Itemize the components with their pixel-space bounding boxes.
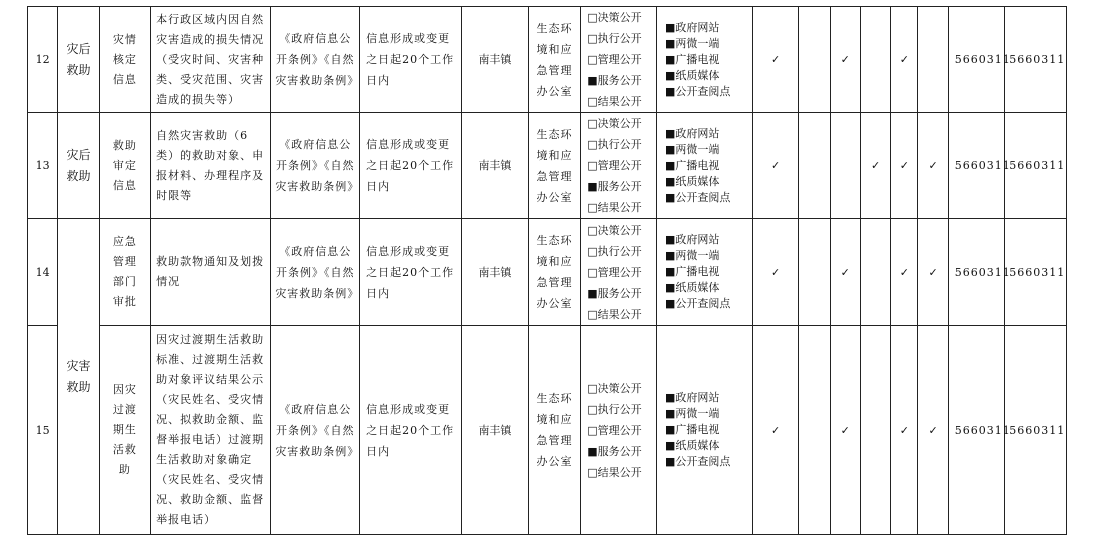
check-icon: ✓ — [891, 113, 918, 219]
option-execution: □执行公开 — [587, 32, 642, 45]
channel-print: ■纸质媒体 — [664, 281, 720, 294]
channel-weibo-wechat: ■两微一端 — [664, 142, 720, 156]
check-icon: ✓ — [830, 7, 860, 113]
disclosure-channels — [656, 326, 752, 535]
disclosure-channels — [656, 7, 752, 113]
option-decision: □决策公开 — [587, 381, 642, 395]
channel-broadcast: ■广播电视 — [664, 423, 720, 436]
channel-reading-point: ■公开查阅点 — [664, 190, 731, 204]
check-cell — [799, 219, 830, 326]
channel-website: ■政府网站 — [664, 20, 720, 34]
row-number: 12 — [28, 7, 58, 113]
supervision-phone: 5660311 — [1005, 113, 1067, 219]
row-number: 14 — [28, 219, 58, 326]
channel-print: ■纸质媒体 — [664, 68, 720, 82]
option-execution: □执行公开 — [587, 138, 642, 151]
disclosure-time-limit: 信息形成或变更之日起20个工作日内 — [360, 326, 462, 535]
category-level1: 灾害救助 — [58, 219, 99, 535]
check-icon: ✓ — [752, 7, 798, 113]
check-icon: ✓ — [918, 326, 948, 535]
disclosure-content: 因灾过渡期生活救助标准、过渡期生活救助对象评议结果公示（灾民姓名、受灾情况、拟救助金额、监督举报电话）过渡期生活救助对象确定（灾民姓名、受灾情况、救助金额、监督举报电话） — [151, 326, 271, 535]
row-number: 15 — [28, 326, 58, 535]
channel-broadcast: ■广播电视 — [664, 52, 720, 66]
disclosure-type-options — [581, 113, 657, 219]
check-cell — [860, 326, 890, 535]
check-icon: ✓ — [891, 326, 918, 535]
check-cell — [918, 7, 948, 113]
category-level1: 灾后救助 — [58, 113, 99, 219]
table-row — [28, 326, 1067, 535]
channel-weibo-wechat: ■两微一端 — [664, 249, 720, 262]
check-cell — [860, 7, 890, 113]
disclosure-basis: 《政府信息公开条例》《自然灾害救助条例》 — [271, 113, 360, 219]
disclosure-basis: 《政府信息公开条例》《自然灾害救助条例》 — [271, 326, 360, 535]
category-level2: 因灾过渡期生活救助 — [99, 326, 150, 535]
channel-broadcast: ■广播电视 — [664, 265, 720, 278]
disclosure-time-limit: 信息形成或变更之日起20个工作日内 — [360, 219, 462, 326]
option-service: ■服务公开 — [587, 74, 642, 87]
category-level2: 灾情核定信息 — [99, 7, 150, 113]
disclosure-subject: 南丰镇 — [462, 113, 529, 219]
disclosure-type-options — [581, 219, 657, 326]
row-number: 13 — [28, 113, 58, 219]
channel-weibo-wechat: ■两微一端 — [664, 407, 720, 420]
option-management: □管理公开 — [587, 53, 642, 66]
table-row — [28, 7, 1067, 113]
disclosure-content: 救助款物通知及划拨情况 — [151, 219, 271, 326]
option-management: □管理公开 — [587, 423, 642, 437]
option-service: ■服务公开 — [587, 444, 642, 458]
responsible-unit: 生态环境和应急管理办公室 — [528, 219, 581, 326]
contact-phone: 5660311 — [948, 113, 1005, 219]
check-cell — [799, 326, 830, 535]
channel-print: ■纸质媒体 — [664, 439, 720, 452]
contact-phone: 5660311 — [948, 219, 1005, 326]
check-icon: ✓ — [830, 326, 860, 535]
check-icon: ✓ — [918, 219, 948, 326]
check-cell — [860, 219, 890, 326]
check-icon: ✓ — [860, 113, 890, 219]
disclosure-time-limit: 信息形成或变更之日起20个工作日内 — [360, 113, 462, 219]
disclosure-channels — [656, 219, 752, 326]
check-cell — [830, 113, 860, 219]
check-icon: ✓ — [752, 326, 798, 535]
channel-broadcast: ■广播电视 — [664, 158, 720, 172]
option-decision: □决策公开 — [587, 223, 642, 237]
option-result: □结果公开 — [587, 95, 642, 108]
responsible-unit: 生态环境和应急管理办公室 — [528, 7, 581, 113]
check-icon: ✓ — [918, 113, 948, 219]
table-row — [28, 219, 1067, 326]
disclosure-type-options — [581, 326, 657, 535]
channel-reading-point: ■公开查阅点 — [664, 84, 731, 98]
disclosure-time-limit: 信息形成或变更之日起20个工作日内 — [360, 7, 462, 113]
table-row — [28, 113, 1067, 219]
option-service: ■服务公开 — [587, 286, 642, 300]
option-execution: □执行公开 — [587, 402, 642, 416]
supervision-phone: 5660311 — [1005, 326, 1067, 535]
disclosure-subject: 南丰镇 — [462, 326, 529, 535]
option-decision: □决策公开 — [587, 11, 642, 24]
responsible-unit: 生态环境和应急管理办公室 — [528, 113, 581, 219]
disclosure-basis: 《政府信息公开条例》《自然灾害救助条例》 — [271, 219, 360, 326]
channel-reading-point: ■公开查阅点 — [664, 297, 731, 310]
option-management: □管理公开 — [587, 265, 642, 279]
channel-weibo-wechat: ■两微一端 — [664, 36, 720, 50]
channel-reading-point: ■公开查阅点 — [664, 455, 731, 468]
disclosure-content: 本行政区域内因自然灾害造成的损失情况（受灾时间、灾害种类、受灾范围、灾害造成的损失等） — [151, 7, 271, 113]
category-level2: 应急管理部门审批 — [99, 219, 150, 326]
disclosure-type-options — [581, 7, 657, 113]
disclosure-content: 自然灾害救助（6类）的救助对象、申报材料、办理程序及时限等 — [151, 113, 271, 219]
check-icon: ✓ — [891, 7, 918, 113]
responsible-unit: 生态环境和应急管理办公室 — [528, 326, 581, 535]
category-level2: 救助审定信息 — [99, 113, 150, 219]
category-level1: 灾后救助 — [58, 7, 99, 113]
check-icon: ✓ — [830, 219, 860, 326]
check-cell — [799, 7, 830, 113]
disclosure-channels — [656, 113, 752, 219]
option-result: □结果公开 — [587, 201, 642, 214]
channel-website: ■政府网站 — [664, 233, 720, 246]
check-icon: ✓ — [752, 113, 798, 219]
option-decision: □决策公开 — [587, 117, 642, 130]
supervision-phone: 5660311 — [1005, 219, 1067, 326]
channel-website: ■政府网站 — [664, 126, 720, 140]
disclosure-basis: 《政府信息公开条例》《自然灾害救助条例》 — [271, 7, 360, 113]
check-cell — [799, 113, 830, 219]
option-management: □管理公开 — [587, 159, 642, 172]
disclosure-subject: 南丰镇 — [462, 7, 529, 113]
disclosure-subject: 南丰镇 — [462, 219, 529, 326]
supervision-phone: 5660311 — [1005, 7, 1067, 113]
contact-phone: 5660311 — [948, 326, 1005, 535]
check-icon: ✓ — [752, 219, 798, 326]
option-result: □结果公开 — [587, 307, 642, 321]
channel-print: ■纸质媒体 — [664, 174, 720, 188]
disclosure-table — [27, 6, 1067, 535]
contact-phone: 5660311 — [948, 7, 1005, 113]
check-icon: ✓ — [891, 219, 918, 326]
option-service: ■服务公开 — [587, 180, 642, 193]
channel-website: ■政府网站 — [664, 391, 720, 404]
option-result: □结果公开 — [587, 465, 642, 479]
option-execution: □执行公开 — [587, 244, 642, 258]
